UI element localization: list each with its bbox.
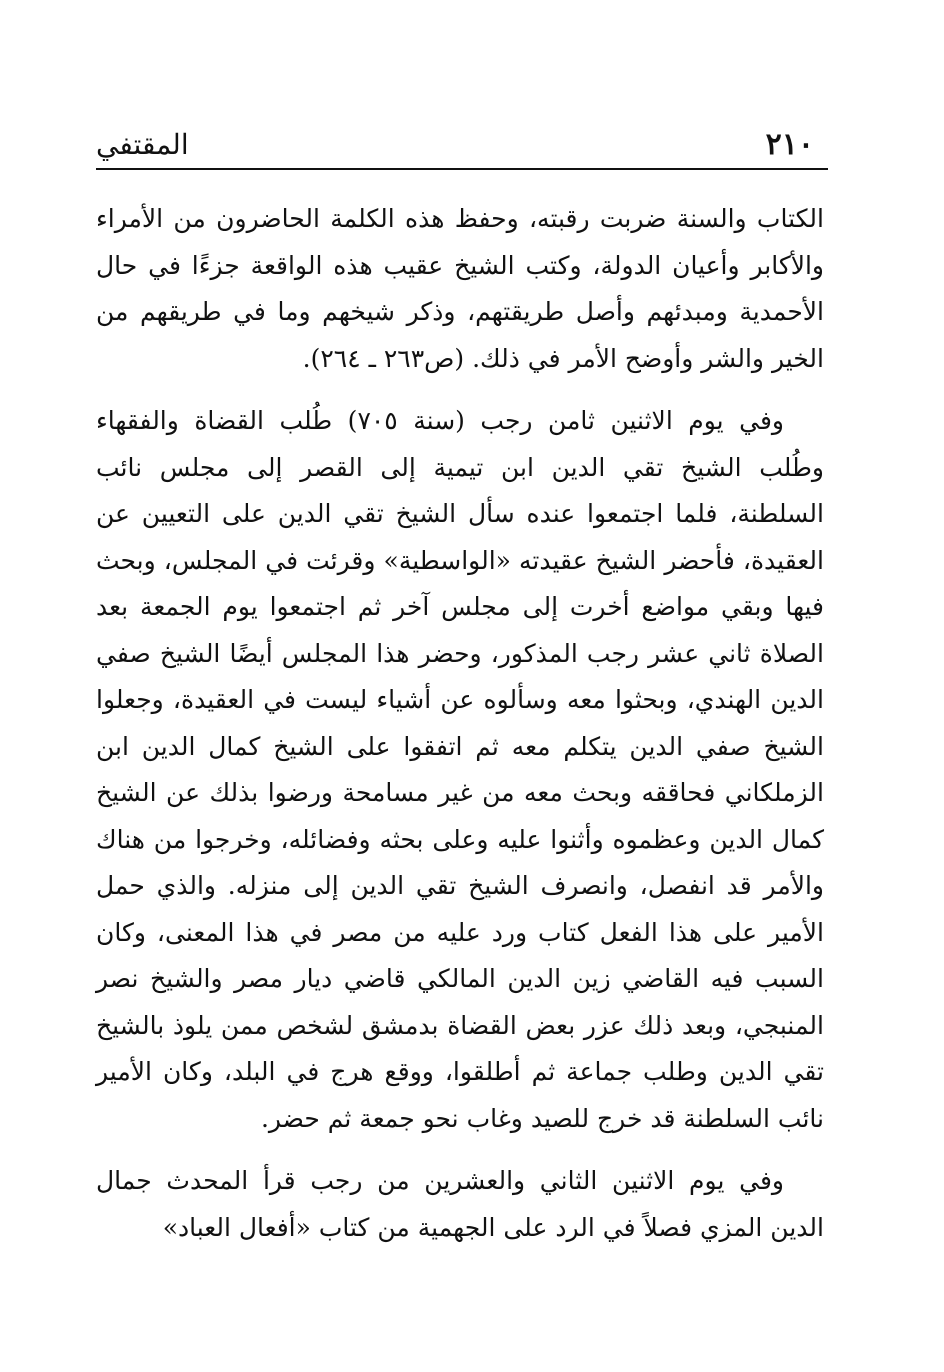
page-header: [96, 128, 820, 166]
running-title: المقتفي: [96, 128, 189, 161]
header-rule: [96, 168, 828, 170]
paragraph-continuation: الكتاب والسنة ضربت رقبته، وحفظ هذه الكلمة الحاضرون من الأمراء والأكابر وأعيان الدولة، وكتب الشيخ عقيب هذه الواقعة جزءًا في حال الأحمدية ومبدئهم وأصل طريقتهم، وذكر شيخهم وما في طريقهم من الخير والشر وأوضح الأمر في ذلك. (ص٢٦٣ ـ ٢٦٤).: [96, 204, 824, 373]
paragraph-rajab-8: وفي يوم الاثنين ثامن رجب (سنة ٧٠٥) طُلب القضاة والفقهاء وطُلب الشيخ تقي الدين ابن تيمية إلى القصر إلى مجلس نائب السلطنة، فلما اجتمعوا عنده سأل الشيخ تقي الدين على التعيين عن العقيدة، فأحضر الشيخ عقيدته «الواسطية» وقرئت في المجلس، وبحث فيها وبقي مواضع أخرت إلى مجلس آخر ثم اجتمعوا يوم الجمعة بعد الصلاة ثاني عشر رجب المذكور، وحضر هذا المجلس أيضًا الشيخ صفي الدين الهندي، وبحثوا معه وسألوه عن أشياء ليست في العقيدة، وجعلوا الشيخ صفي الدين يتكلم معه ثم اتفقوا على الشيخ كمال الدين ابن الزملكاني فحاققه وبحث معه من غير مسامحة ورضوا بذلك عن الشيخ كمال الدين وعظموه وأثنوا عليه وعلى بحثه وفضائله، وخرجوا من هناك والأمر قد انفصل، وانصرف الشيخ تقي الدين إلى منزله. والذي حمل الأمير على هذا الفعل كتاب ورد عليه من مصر في هذا المعنى، وكان السبب فيه القاضي زين الدين المالكي قاضي ديار مصر والشيخ نصر المنبجي، وبعد ذلك عزر بعض القضاة بدمشق لشخص ممن يلوذ بالشيخ تقي الدين وطلب جماعة ثم أطلقوا، ووقع هرج في البلد، وكان الأمير نائب السلطنة قد خرج للصيد وغاب نحو جمعة ثم حضر.: [96, 406, 824, 1133]
page-number: ٢١٠: [765, 127, 814, 162]
paragraph-rajab-22: وفي يوم الاثنين الثاني والعشرين من رجب قرأ المحدث جمال الدين المزي فصلاً في الرد على الجهمية من كتاب «أفعال العباد»: [96, 1166, 824, 1242]
body-text: [96, 196, 824, 1251]
